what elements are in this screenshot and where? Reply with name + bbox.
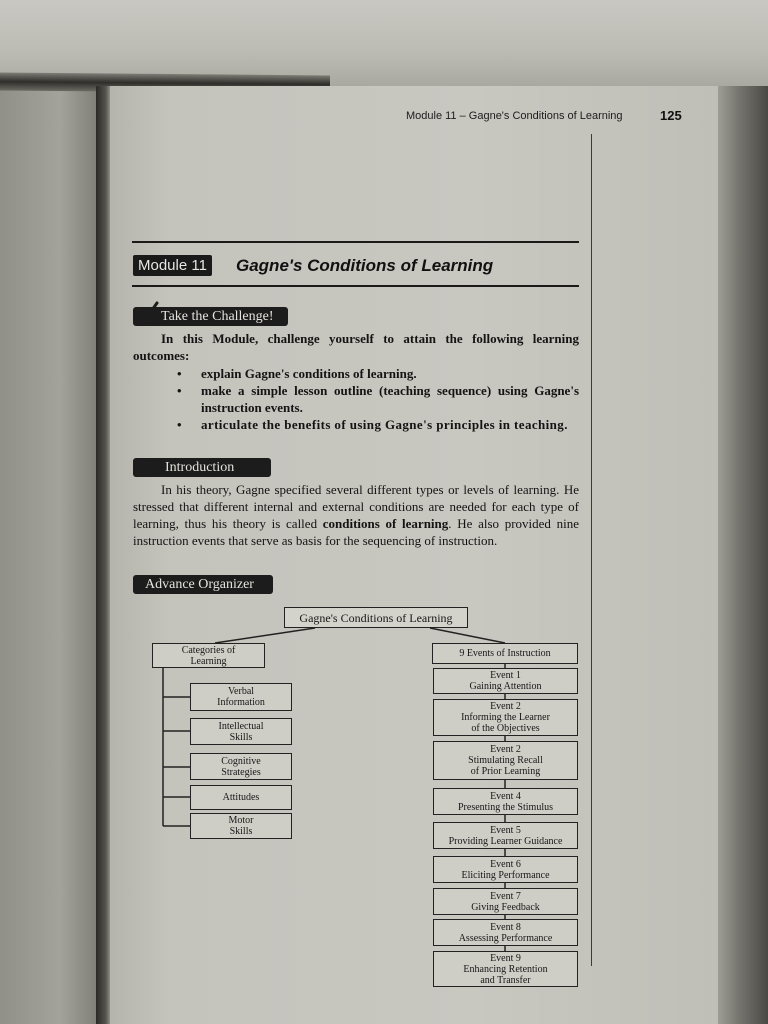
- root-label: Gagne's Conditions of Learning: [299, 610, 453, 625]
- module-badge: Module 11: [133, 255, 212, 276]
- diagram-root-box: [284, 607, 468, 628]
- box-line: Motor: [228, 815, 254, 826]
- box-line: of the Objectives: [471, 723, 540, 734]
- events-heading-box: [432, 643, 578, 664]
- events-heading-label: 9 Events of Instruction: [459, 648, 551, 659]
- bullet-icon: •: [177, 366, 182, 381]
- bullet-icon: •: [177, 417, 182, 432]
- box-line: Assessing Performance: [458, 932, 553, 944]
- box-line: Skills: [229, 731, 253, 743]
- box-line: Event 5: [490, 824, 521, 836]
- box-line: Event 7: [490, 890, 521, 902]
- outcome-text: articulate the benefits of using Gagne's principles in teaching.: [201, 417, 568, 432]
- box-line: Intellectual: [218, 720, 264, 732]
- box-line: Stimulating Recall: [468, 755, 543, 766]
- bullet-icon: •: [177, 383, 182, 398]
- event-box-5: [433, 822, 578, 849]
- box-line: Event 2: [490, 701, 521, 712]
- outcome-text: explain Gagne's conditions of learning.: [201, 366, 417, 381]
- organizer-tag-label: Advance Organizer: [145, 577, 254, 592]
- categories-heading-box: [152, 643, 265, 668]
- intro-text: In his theory, Gagne specified several different types or levels of learning. He stressed that different internal and external conditions are needed for each type of learning, thus his theory is called: [133, 482, 579, 531]
- box-line: Information: [217, 697, 265, 708]
- box-line: Event 6: [490, 858, 521, 870]
- event-box-4: [433, 788, 578, 815]
- challenge-tag-label: Take the Challenge!: [161, 309, 274, 324]
- box-line: Gaining Attention: [469, 681, 542, 692]
- intro-text: . He also provided nine instruction events that serve as basis for the sequencing of instruction.: [133, 516, 579, 548]
- event-box-2: [433, 699, 578, 736]
- event-box-6: [433, 856, 578, 883]
- event-box-3: [433, 741, 578, 780]
- box-line: Skills: [229, 826, 253, 837]
- box-line: Event 4: [490, 790, 521, 802]
- box-line: Eliciting Performance: [461, 869, 550, 881]
- module-title: Gagne's Conditions of Learning: [236, 256, 494, 275]
- box-line: Attitudes: [222, 792, 260, 803]
- box-line: Event 1: [490, 670, 521, 681]
- intro-bold-term: conditions of learning: [322, 516, 449, 531]
- introduction-tag-label: Introduction: [165, 460, 235, 475]
- box-line: Giving Feedback: [471, 901, 540, 913]
- box-line: Categories of: [181, 644, 236, 656]
- event-box-1: [433, 668, 578, 694]
- event-box-9: [433, 951, 578, 987]
- page-number: 125: [660, 108, 682, 123]
- outcome-text: make a simple lesson outline (teaching sequence) using Gagne's instruction events.: [201, 383, 579, 415]
- box-line: Event 8: [490, 921, 521, 933]
- box-line: Verbal: [227, 686, 255, 697]
- box-line: Informing the Learner: [461, 712, 550, 723]
- event-box-7: [433, 888, 578, 915]
- box-line: and Transfer: [480, 974, 531, 986]
- box-line: Enhancing Retention: [463, 963, 548, 975]
- challenge-intro: In this Module, challenge yourself to attain the following learning outcomes:: [133, 331, 579, 363]
- running-header: Module 11 – Gagne's Conditions of Learning: [406, 110, 623, 122]
- box-line: Event 9: [490, 952, 521, 964]
- box-line: Learning: [190, 655, 227, 667]
- category-box-verbal: [190, 683, 292, 711]
- category-box-intellectual: [190, 718, 292, 745]
- box-line: Presenting the Stimulus: [458, 801, 553, 813]
- category-box-attitudes: [190, 785, 292, 810]
- box-line: Strategies: [221, 766, 261, 778]
- box-line: Providing Learner Guidance: [448, 835, 563, 847]
- category-box-cognitive: [190, 753, 292, 780]
- box-line: Event 2: [490, 744, 521, 755]
- box-line: of Prior Learning: [470, 766, 541, 777]
- box-line: Cognitive: [221, 755, 261, 767]
- event-box-8: [433, 919, 578, 946]
- category-box-motor: [190, 813, 292, 839]
